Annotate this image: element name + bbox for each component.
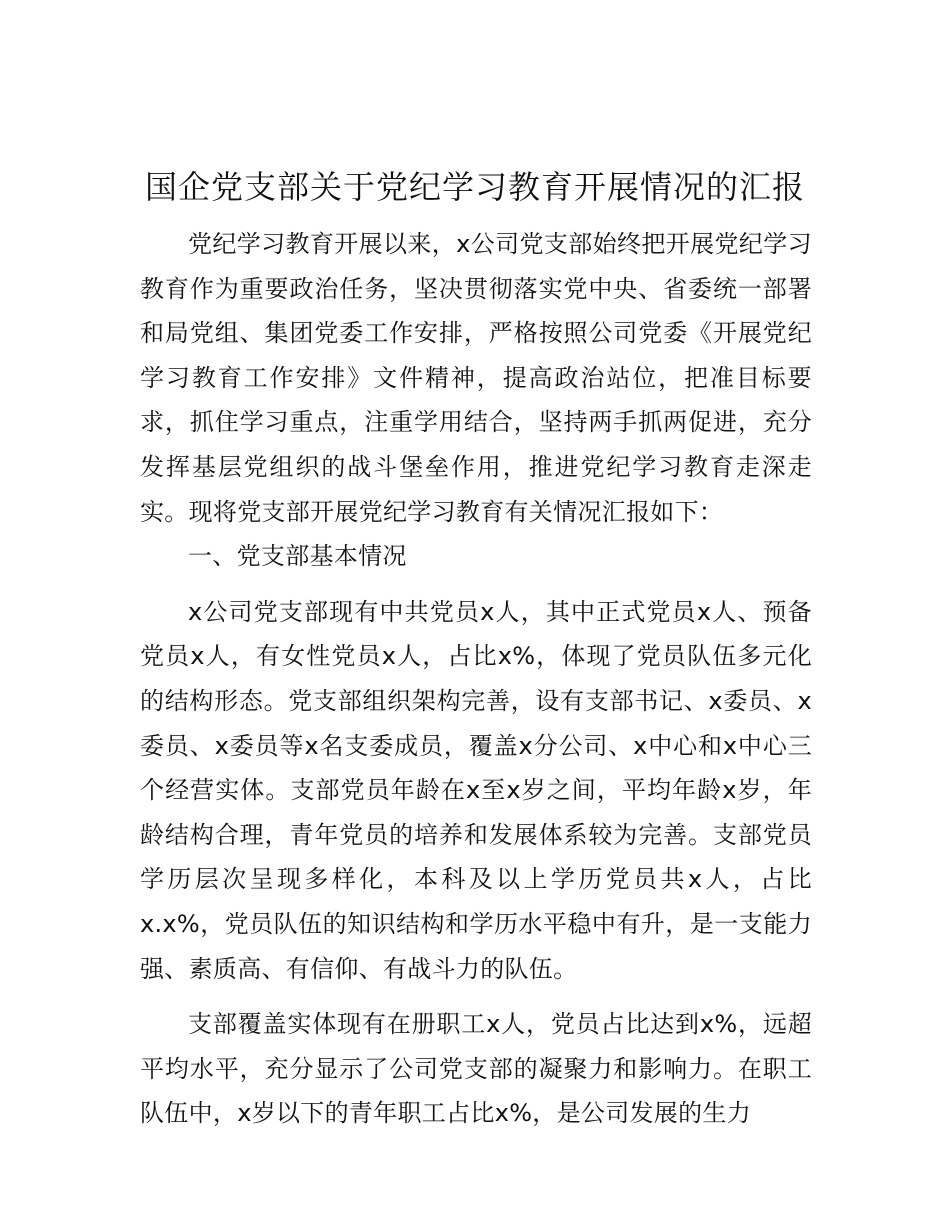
document-body <box>140 222 812 1136</box>
intro-paragraph: 党纪学习教育开展以来，x公司党支部始终把开展党纪学习教育作为重要政治任务，坚决贯彻落实党中央、省委统一部署和局党组、集团党委工作安排，严格按照公司党委《开展党纪学习教育工作安排》文件精神，提高政治站位，把准目标要求，抓住学习重点，注重学用结合，坚持两手抓两促进，充分发挥基层党组织的战斗堡垒作用，推进党纪学习教育走深走实。现将党支部开展党纪学习教育有关情况汇报如下： <box>140 230 812 526</box>
body-paragraph: 支部覆盖实体现有在册职工x人，党员占比达到x%，远超平均水平，充分显示了公司党支部的凝聚力和影响力。在职工队伍中，x岁以下的青年职工占比x%，是公司发展的生力 <box>140 1010 812 1128</box>
section-heading: 一、党支部基本情况 <box>188 542 407 571</box>
document-title: 国企党支部关于党纪学习教育开展情况的汇报 <box>144 168 805 206</box>
body-paragraph: x公司党支部现有中共党员x人，其中正式党员x人、预备党员x人，有女性党员x人，占比x%，体现了党员队伍多元化的结构形态。党支部组织架构完善，设有支部书记、x委员、x委员、x委员等x名支委成员，覆盖x分公司、x中心和x中心三个经营实体。支部党员年龄在x至x岁之间，平均年龄x岁，年龄结构合理，青年党员的培养和发展体系较为完善。支部党员学历层次呈现多样化，本科及以上学历党员共x人，占比x.x%，党员队伍的知识结构和学历水平稳中有升，是一支能力强、素质高、有信仰、有战斗力的队伍。 <box>140 597 812 983</box>
